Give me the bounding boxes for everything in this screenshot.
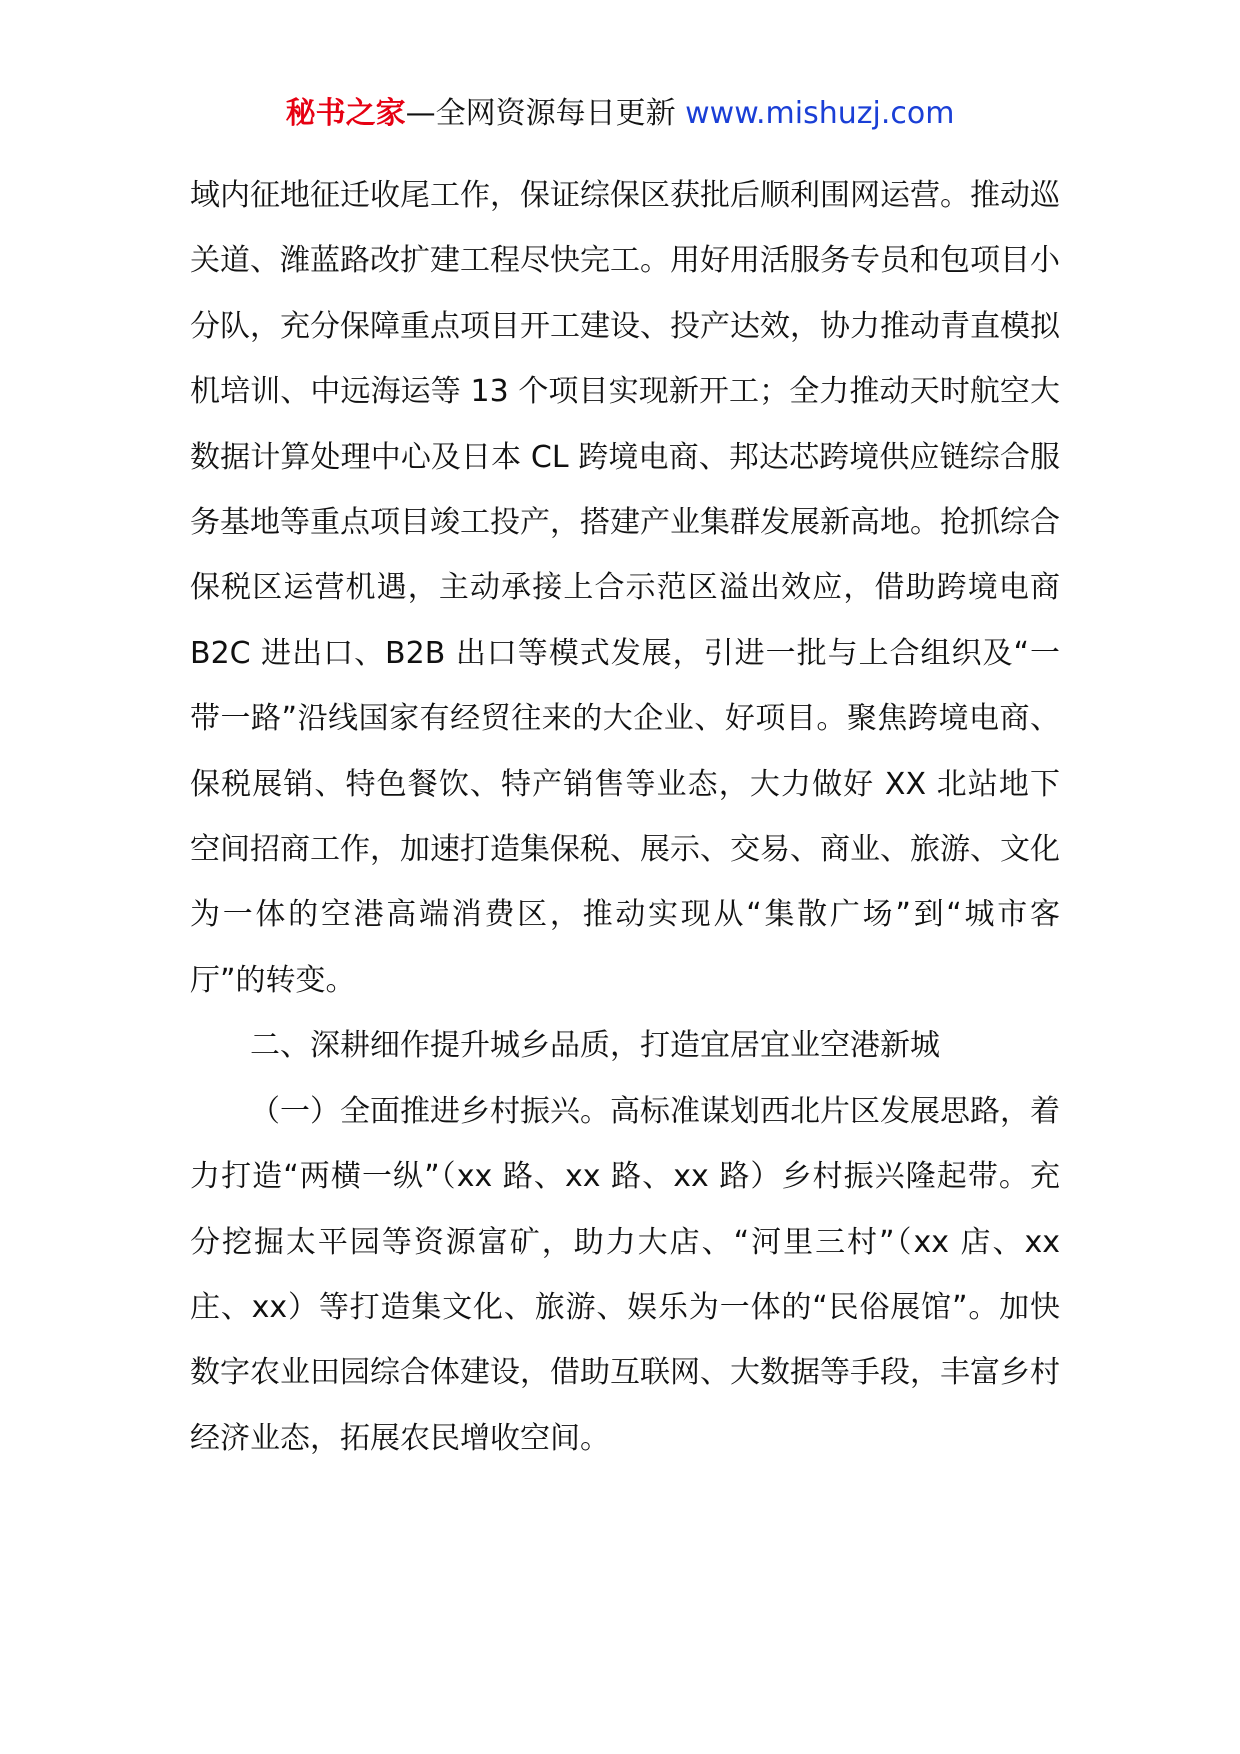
section-heading-urban-rural: 二、深耕细作提升城乡品质，打造宜居宜业空港新城 bbox=[250, 1028, 940, 1064]
brand-name: 秘书之家 bbox=[285, 96, 406, 131]
document-body bbox=[190, 163, 1060, 1471]
site-url-link[interactable]: www.mishuzj.com bbox=[685, 96, 955, 131]
page-header bbox=[0, 94, 1240, 134]
paragraph-rural-revitalization: （一）全面推进乡村振兴。高标准谋划西北片区发展思路，着力打造“两横一纵”（xx 路、xx 路、xx 路）乡村振兴隆起带。充分挖掘太平园等资源富矿，助力大店、“河里三村”（xx 店、xx 庄、xx）等打造集文化、旅游、娱乐为一体的“民俗展馆”。加快数字农业田园综合体建设，借助互联网、大数据等手段，丰富乡村经济业态，拓展农民增收空间。 bbox=[190, 1093, 1060, 1456]
header-tagline: —全网资源每日更新 bbox=[405, 96, 686, 131]
paragraph-project-construction: 域内征地征迁收尾工作，保证综保区获批后顺利围网运营。推动巡关道、潍蓝路改扩建工程尽快完工。用好用活服务专员和包项目小分队，充分保障重点项目开工建设、投产达效，协力推动青直模拟机培训、中远海运等 13 个项目实现新开工；全力推动天时航空大数据计算处理中心及日本 CL 跨境电商、邦达芯跨境供应链综合服务基地等重点项目竣工投产，搭建产业集群发展新高地。抢抓综合保税区运营机遇，主动承接上合示范区溢出效应，借助跨境电商 B2C 进出口、B2B 出口等模式发展，引进一批与上合组织及“一带一路”沿线国家有经贸往来的大企业、好项目。聚焦跨境电商、保税展销、特色餐饮、特产销售等业态，大力做好 XX 北站地下空间招商工作，加速打造集保税、展示、交易、商业、旅游、文化为一体的空港高端消费区，推动实现从“集散广场”到“城市客厅”的转变。 bbox=[190, 178, 1060, 998]
